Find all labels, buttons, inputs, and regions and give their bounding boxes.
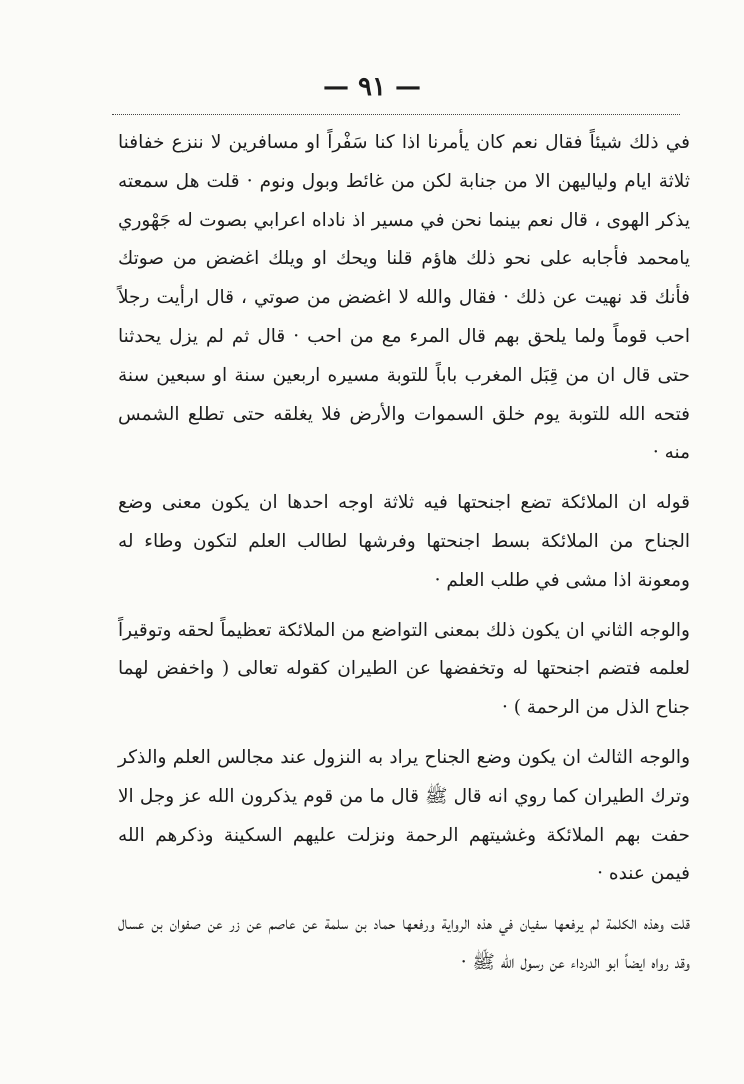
page-number: — ٩١ — xyxy=(322,72,422,102)
paragraph-5: قلت وهذه الكلمة لم يرفعها سفيان في هذه الرواية ورفعها حماد بن سلمة عن عاصم عن زر عن صفوان بن عسال وقد رواه ايضاً ابو الدرداء عن رسول الله ﷺ · xyxy=(118,913,690,973)
paragraph-3: والوجه الثاني ان يكون ذلك بمعنى التواضع من الملائكة تعظيماً لحقه وتوقيراً لعلمه فتضم اجنحتها له وتخفضها عن الطيران كقوله تعالى ( واخفض لهما جناح الذل من الرحمة ) · xyxy=(118,619,690,719)
page-body xyxy=(118,124,690,983)
paragraph-1: في ذلك شيئاً فقال نعم كان يأمرنا اذا كنا سَفْراً او مسافرين لا ننزع خفافنا ثلاثة ايام ولياليهن الا من جنابة لكن من غائط وبول ونوم · قلت هل سمعته يذكر الهوى ، قال نعم بينما نحن في مسير اذ ناداه اعرابي بصوت له جَهْوري يامحمد فأجابه على نحو ذلك هاؤم قلنا ويحك او ويلك اغضض من صوتك فأنك قد نهيت عن ذلك · فقال والله لا اغضض من صوتي ، قال ارأيت رجلاً احب قوماً ولما يلحق بهم قال المرء مع من احب · قال ثم لم يزل يحدثنا حتى قال ان من قِبَل المغرب باباً للتوبة مسيره اربعين سنة او سبعين سنة فتحه الله للتوبة يوم خلق السموات والأرض فلا يغلقه حتى تطلع الشمس منه · xyxy=(118,132,690,464)
header-rule xyxy=(112,114,680,115)
paragraph-2: قوله ان الملائكة تضع اجنحتها فيه ثلاثة اوجه احدها ان يكون معنى وضع الجناح من الملائكة بسط اجنحتها وفرشها لطالب العلم لتكون وطاء له ومعونة اذا مشى في طلب العلم · xyxy=(118,492,690,591)
paragraph-4: والوجه الثالث ان يكون وضع الجناح يراد به النزول عند مجالس العلم والذكر وترك الطيران كما روي انه قال ﷺ قال ما من قوم يذكرون الله عز وجل الا حفت بهم الملائكة وغشيتهم الرحمة ونزلت عليهم السكينة وذكرهم الله فيمن عنده · xyxy=(118,746,690,885)
